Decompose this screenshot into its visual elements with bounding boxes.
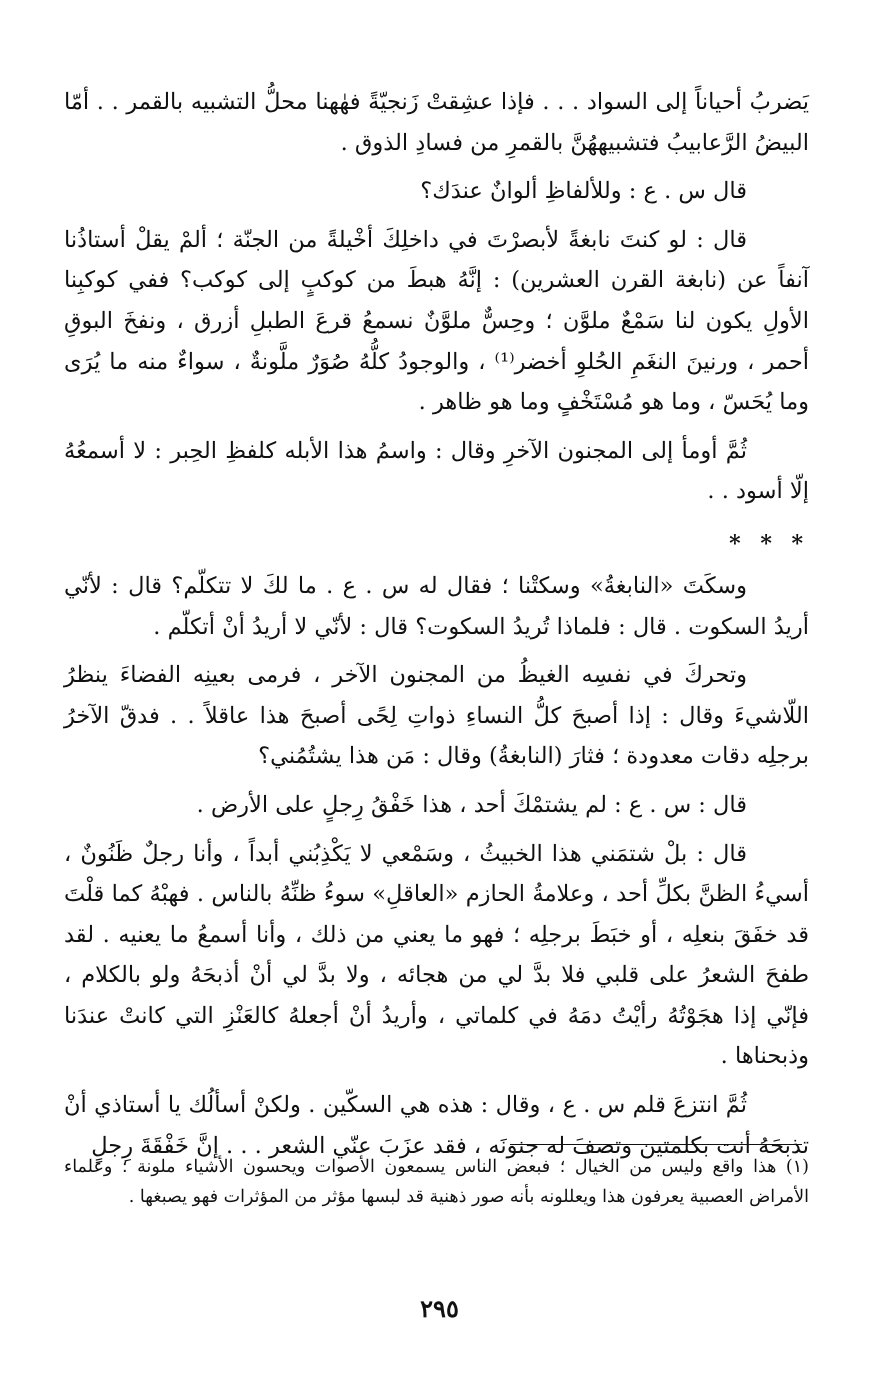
paragraph-8: قال : بلْ شتمَني هذا الخبيثُ ، وسَمْعي لا يَكْذِبُني أبداً ، وأنا رجلٌ ظَنُونٌ ، أسيءُ الظنَّ بكلِّ أحد ، وعلامةُ الحازم «العاقلِ» سوءُ ظنِّهُ بالناس . فهبْهُ كما قلْتَ قد خفَقَ بنعلِه ، أو خبَطَ برجلِه ؛ فهو ما يعني من ذلك ، وأنا أسمعُ ما يعنيه . لقد طفحَ الشعرُ على قلبي فلا بدَّ لي من هجائه ، ولا بدَّ لي أنْ أذبحَهُ ولو بالكلام ، فإنّي إذا هجَوْتُهُ رأيْتُ دمَهُ في كلماتي ، وأريدُ أنْ أجعلهُ كالعَنْزِ التي كانتْ عندَنا وذبحناها . xyxy=(64,840,809,1070)
paragraph-5: وسكَتَ «النابغةُ» وسكتْنا ؛ فقال له س . ع . ما لكَ لا تتكلّم؟ قال : لأنّي أريدُ السكوت . قال : فلماذا تُريدُ السكوت؟ قال : لأنّي لا أريدُ أنْ أتكلّم . xyxy=(64,572,809,640)
footnote-1: (١) هذا واقع وليس من الخيال ؛ فبعض الناس يسمعون الأصوات ويحسون الأشياء ملونة ؛ وعلماء الأمراض العصبية يعرفون هذا ويعللونه بأنه صور ذهنية قد لبسها مؤثر من المؤثرات فهو يصبغها . xyxy=(64,1157,809,1207)
paragraph-7: قال : س . ع : لم يشتمْكَ أحد ، هذا خَفْقُ رِجلٍ على الأرض . xyxy=(196,791,747,818)
paragraph-4: ثُمَّ أومأ إلى المجنون الآخرِ وقال : واسمُ هذا الأبله كلفظِ الحِبر : لا أسمعُهُ إلّا أسود . . xyxy=(64,437,809,505)
paragraph-6: وتحركَ في نفسِه الغيظُ من المجنون الآخر ، فرمى بعينِه الفضاءَ ينظرُ اللّاشيءَ وقال : إذا أصبحَ كلُّ النساءِ ذواتِ لِحًى أصبحَ هذا عاقلاً . . فدقّ الآخرُ برجلِه دقات معدودة ؛ فثارَ (النابغةُ) وقال : مَن هذا يشتُمُني؟ xyxy=(64,662,809,770)
paragraph-2: قال س . ع : وللألفاظِ ألوانٌ عندَك؟ xyxy=(420,178,747,205)
footnote-divider xyxy=(510,1144,802,1145)
footnotes xyxy=(64,1152,809,1212)
paragraph-3: قال : لو كنتَ نابغةً لأبصرْتَ في داخلِكَ أخْيلةً من الجنّة ؛ ألمْ يقلْ أستاذُنا آنفاً عن (نابغة القرن العشرين) : إنَّهُ هبطَ من كوكبٍ إلى كوكب؟ ففي كوكبِنا الأولِ يكون لنا سَمْعٌ ملوَّن ؛ وحِسٌّ ملوَّنٌ نسمعُ قرعَ الطبلِ أزرق ، ونفخَ البوقِ أحمر ، ورنينَ النغَمِ الحُلوِ أخضر⁽¹⁾ ، والوجودُ كلُّهُ صُوَرٌ ملَّونةٌ ، سواءٌ منه ما يُرَى وما يُحَسّ ، وما هو مُسْتَخْفٍ وما هو ظاهر . xyxy=(64,226,809,416)
paragraph-9: ثُمَّ انتزعَ قلم س . ع ، وقال : هذه هي السكّين . ولكنْ أسألُك يا أستاذي أنْ تذبحَهُ أنت بكلمتين وتصفَ له جنونَه ، فقد عزَبَ عنّي الشعر . . . إنَّ خَفْقَةَ رِجلٍ xyxy=(64,1092,809,1159)
paragraph-1: يَضربُ أحياناً إلى السواد . . . فإذا عشِقتْ زَنجيّةً فهٰهنا محلُّ التشبيه بالقمر . . أمّا البيضُ الرَّعابيبُ فتشبيههُنَّ بالقمرِ من فسادِ الذوق . xyxy=(64,89,809,156)
section-separator: * * * xyxy=(729,530,809,557)
body-text-block xyxy=(64,82,809,1166)
page-number: ٢٩٥ xyxy=(420,1294,459,1323)
main-text xyxy=(64,82,809,1174)
